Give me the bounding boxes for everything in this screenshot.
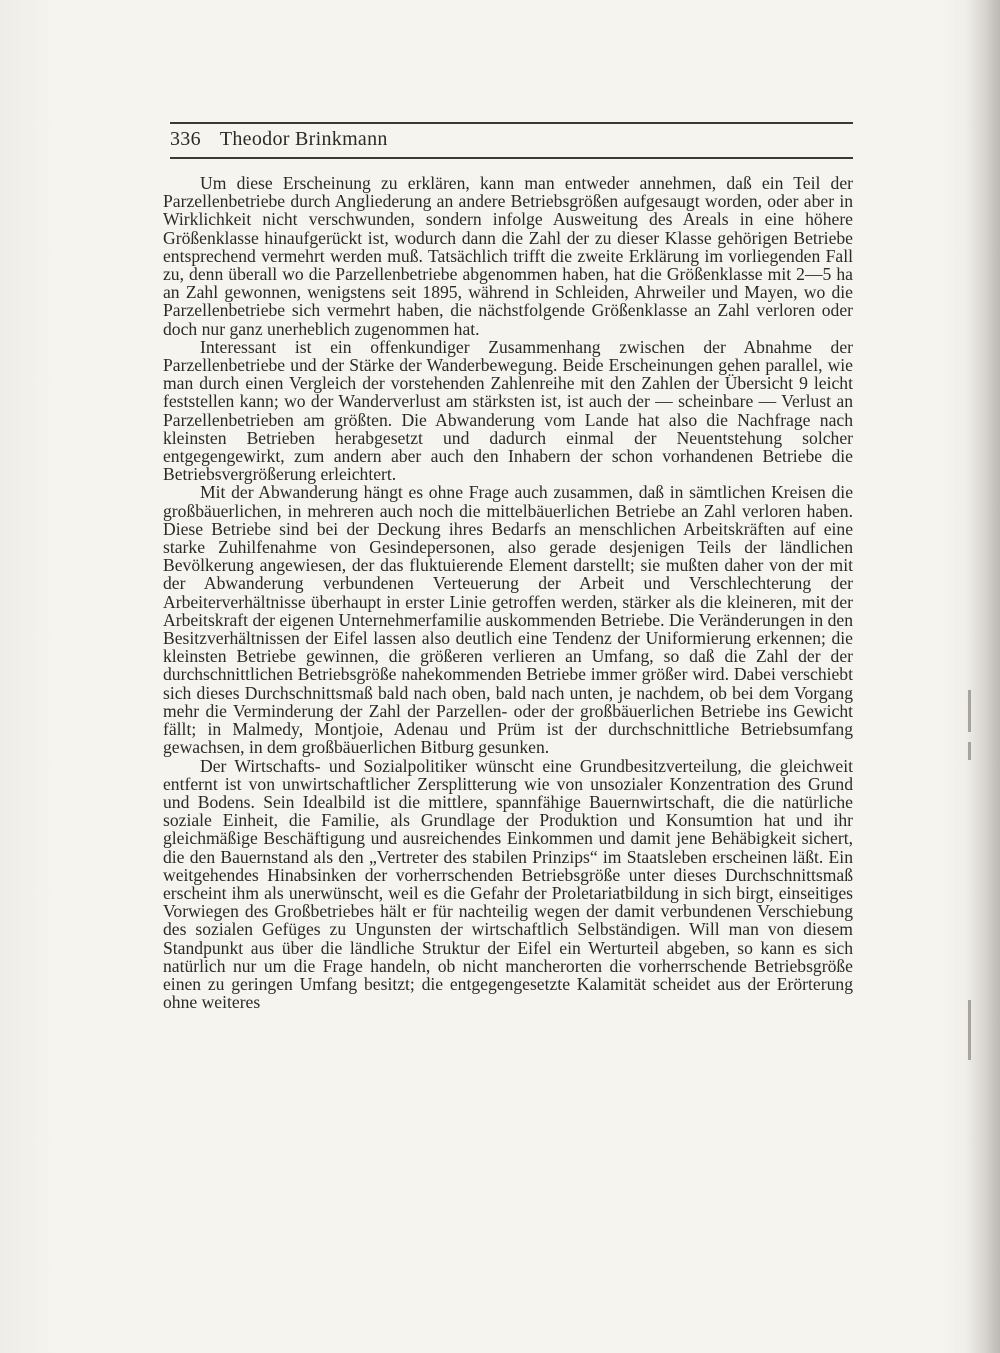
page-number: 336 — [170, 128, 201, 150]
paragraph: Um diese Erscheinung zu erklären, kann man entweder annehmen, daß ein Teil der Parzellenbetriebe durch Angliederung an andere Betriebsgrößen aufgesaugt worden, oder aber in Wirklichkeit nicht verschwunden, sondern infolge Ausweitung des Areals in eine höhere Größenklasse hinaufgerückt ist, wodurch dann die Zahl der zu dieser Klasse gehörigen Betriebe entsprechend vermehrt werden muß. Tatsächlich trifft die zweite Erklärung im vorliegenden Fall zu, denn überall wo die Parzellenbetriebe abgenommen haben, hat die Größenklasse mit 2—5 ha an Zahl gewonnen, wenigstens seit 1895, während in Schleiden, Ahrweiler und Mayen, wo die Parzellenbetriebe sich vermehrt haben, die nächstfolgende Größenklasse an Zahl verloren oder doch nur ganz unerheblich zugenommen hat. — [163, 173, 853, 339]
paragraph: Mit der Abwanderung hängt es ohne Frage auch zusammen, daß in sämtlichen Kreisen die großbäuerlichen, in mehreren auch noch die mittelbäuerlichen Betriebe an Zahl verloren haben. Diese Betriebe sind bei der Deckung ihres Bedarfs an menschlichen Arbeitskräften auf eine starke Zuhilfenahme von Gesindepersonen, also gerade desjenigen Teils der ländlichen Bevölkerung angewiesen, der das fluktuierende Element darstellt; sie mußten daher von der mit der Abwanderung verbundenen Verteuerung der Arbeit und Verschlechterung der Arbeiterverhältnisse überhaupt in erster Linie getroffen werden, stärker als die kleineren, mit der Arbeitskraft der eigenen Unternehmerfamilie auskommenden Betriebe. Die Veränderungen in den Besitzverhältnissen der Eifel lassen also deutlich eine Tendenz der Uniformierung erkennen; die kleinsten Betriebe gewinnen, die größeren verlieren an Umfang, so daß die Zahl der der durchschnittlichen Betriebsgröße nahekommenden Betriebe immer größer wird. Dabei verschiebt sich dieses Durchschnittsmaß bald nach oben, bald nach unten, je nachdem, ob bei dem Vorgang mehr die Verminderung der Zahl der Parzellen- oder der großbäuerlichen Betriebe ins Gewicht fällt; in Malmedy, Montjoie, Adenau und Prüm ist der durchschnittliche Betriebsumfang gewachsen, in dem großbäuerlichen Bitburg gesunken. — [163, 482, 853, 758]
edge-mark — [968, 1000, 971, 1060]
paragraph: Interessant ist ein offenkundiger Zusammenhang zwischen der Abnahme der Parzellenbetriebe und der Stärke der Wanderbewegung. Beide Erscheinungen gehen parallel, wie man durch einen Vergleich der vorstehenden Zahlenreihe mit den Zahlen der Übersicht 9 leicht feststellen kann; wo der Wanderverlust am stärksten ist, ist auch der — scheinbare — Verlust an Parzellenbetrieben am größten. Die Abwanderung vom Lande hat also die Nachfrage nach kleinsten Betrieben herabgesetzt und dadurch einmal der Neuentstehung solcher entgegengewirkt, zum andern aber auch den Inhabern der schon vorhandenen Betriebe die Betriebsvergrößerung erleichtert. — [163, 336, 853, 485]
body-text — [163, 174, 853, 1011]
running-title-author: Theodor Brinkmann — [219, 128, 388, 150]
edge-mark — [968, 742, 971, 760]
header-rule-top — [170, 122, 853, 124]
page-binding-shadow — [966, 0, 1000, 1353]
running-header — [170, 126, 853, 152]
edge-mark — [968, 690, 971, 732]
header-rule-bottom — [170, 157, 853, 159]
paragraph: Der Wirtschafts- und Sozialpolitiker wünscht eine Grundbesitzverteilung, die gleichweit entfernt ist von unwirtschaftlicher Zersplitterung wie von unsozialer Konzentration des Grund und Bodens. Sein Idealbild ist die mittlere, spannfähige Bauernwirtschaft, die die natürliche soziale Einheit, die Familie, als Grundlage der Produktion und Konsumtion hat und ihr gleichmäßige Beschäftigung und ausreichendes Einkommen und damit jene Behäbigkeit sichert, die den Bauernstand als den „Vertreter des stabilen Prinzips“ im Staatsleben erscheinen läßt. Ein weitgehendes Hinabsinken der vorherrschenden Betriebsgröße unter dieses Durchschnittsmaß erscheint ihm als unerwünscht, weil es die Gefahr der Proletariatbildung in sich birgt, einseitiges Vorwiegen des Großbetriebes hält er für nachteilig wegen der damit verbundenen Verschiebung des sozialen Gefüges zu Ungunsten der wirtschaftlich Selbständigen. Will man von diesem Standpunkt aus über die ländliche Struktur der Eifel ein Werturteil abgeben, so kann es sich natürlich nur um die Frage handeln, ob nicht mancherorten die vorherrschende Betriebsgröße einen zu geringen Umfang besitzt; die entgegengesetzte Kalamität scheidet aus der Erörterung ohne weiteres — [163, 755, 853, 1013]
